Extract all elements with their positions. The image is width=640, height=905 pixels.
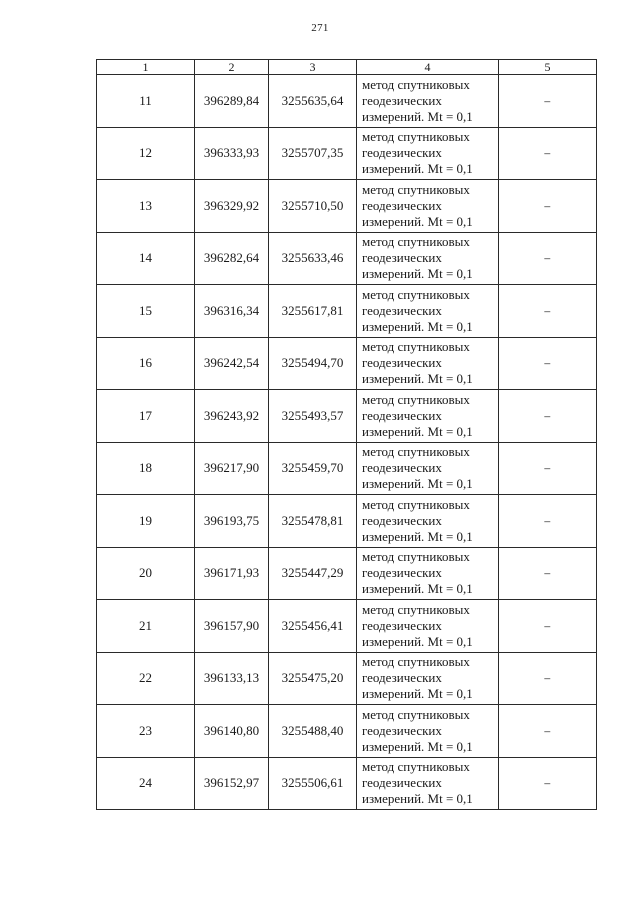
method-line: геодезических [362,250,442,266]
x-coordinate-cell: 396329,92 [195,180,269,233]
method-line: метод спутниковых [362,339,470,355]
method-line: метод спутниковых [362,76,470,92]
point-number-cell: 18 [97,442,195,495]
note-dash: – [544,407,551,423]
y-coordinate-cell: 3255447,29 [269,547,357,600]
method-line: метод спутниковых [362,601,470,617]
note-cell [499,495,597,548]
note-cell [499,285,597,338]
method-line: метод спутниковых [362,181,470,197]
table-row [97,127,597,180]
method-line: метод спутниковых [362,759,470,775]
note-dash: – [544,722,551,738]
method-line: измерений. Mt = 0,1 [362,213,473,229]
method-line: метод спутниковых [362,391,470,407]
method-line: метод спутниковых [362,444,470,460]
x-coordinate-cell: 396242,54 [195,337,269,390]
method-line: измерений. Mt = 0,1 [362,318,473,334]
method-line: геодезических [362,145,442,161]
method-line: геодезических [362,565,442,581]
method-line: метод спутниковых [362,234,470,250]
note-cell [499,705,597,758]
method-cell [357,390,499,443]
point-number-cell: 23 [97,705,195,758]
method-line: метод спутниковых [362,496,470,512]
point-number-cell: 16 [97,337,195,390]
x-coordinate-cell: 396316,34 [195,285,269,338]
x-coordinate-cell: 396133,13 [195,652,269,705]
x-coordinate-cell: 396157,90 [195,600,269,653]
method-cell [357,285,499,338]
method-cell [357,705,499,758]
point-number-cell: 14 [97,232,195,285]
note-cell [499,127,597,180]
y-coordinate-cell: 3255617,81 [269,285,357,338]
x-coordinate-cell: 396152,97 [195,757,269,810]
x-coordinate-cell: 396140,80 [195,705,269,758]
note-dash: – [544,565,551,581]
note-cell [499,337,597,390]
x-coordinate-cell: 396282,64 [195,232,269,285]
point-number-cell: 12 [97,127,195,180]
method-line: измерений. Mt = 0,1 [362,738,473,754]
point-number-cell: 22 [97,652,195,705]
y-coordinate-cell: 3255707,35 [269,127,357,180]
method-line: геодезических [362,355,442,371]
note-dash: – [544,775,551,791]
x-coordinate-cell: 396243,92 [195,390,269,443]
table-row [97,75,597,128]
point-number-cell: 15 [97,285,195,338]
table-row [97,757,597,810]
table-row [97,652,597,705]
method-line: метод спутниковых [362,549,470,565]
x-coordinate-cell: 396193,75 [195,495,269,548]
note-cell [499,757,597,810]
method-cell [357,547,499,600]
method-line: метод спутниковых [362,706,470,722]
method-line: измерений. Mt = 0,1 [362,528,473,544]
method-line: измерений. Mt = 0,1 [362,161,473,177]
point-number-cell: 20 [97,547,195,600]
note-dash: – [544,460,551,476]
table-header-row [97,60,597,75]
y-coordinate-cell: 3255633,46 [269,232,357,285]
method-line: геодезических [362,302,442,318]
method-line: геодезических [362,670,442,686]
y-coordinate-cell: 3255710,50 [269,180,357,233]
note-dash: – [544,512,551,528]
note-dash: – [544,302,551,318]
note-dash: – [544,197,551,213]
note-dash: – [544,617,551,633]
y-coordinate-cell: 3255506,61 [269,757,357,810]
table-row [97,390,597,443]
x-coordinate-cell: 396217,90 [195,442,269,495]
table-row [97,285,597,338]
method-line: геодезических [362,617,442,633]
point-number-cell: 11 [97,75,195,128]
y-coordinate-cell: 3255475,20 [269,652,357,705]
y-coordinate-cell: 3255494,70 [269,337,357,390]
method-line: измерений. Mt = 0,1 [362,371,473,387]
method-line: геодезических [362,460,442,476]
method-line: измерений. Mt = 0,1 [362,791,473,807]
page-number: 271 [311,22,329,34]
x-coordinate-cell: 396333,93 [195,127,269,180]
method-line: измерений. Mt = 0,1 [362,581,473,597]
table-row [97,495,597,548]
note-cell [499,442,597,495]
note-cell [499,75,597,128]
note-cell [499,180,597,233]
method-line: метод спутниковых [362,129,470,145]
point-number-cell: 17 [97,390,195,443]
table-row [97,337,597,390]
method-cell [357,127,499,180]
note-cell [499,652,597,705]
method-line: измерений. Mt = 0,1 [362,686,473,702]
table-row [97,180,597,233]
method-cell [357,600,499,653]
method-cell [357,652,499,705]
method-line: измерений. Mt = 0,1 [362,108,473,124]
method-cell [357,180,499,233]
table-body [97,75,597,810]
y-coordinate-cell: 3255635,64 [269,75,357,128]
note-dash: – [544,250,551,266]
method-cell [357,442,499,495]
method-line: измерений. Mt = 0,1 [362,476,473,492]
note-dash: – [544,355,551,371]
coordinates-table [96,59,597,810]
column-header-note: 5 [499,60,597,75]
method-cell [357,757,499,810]
method-line: геодезических [362,512,442,528]
x-coordinate-cell: 396171,93 [195,547,269,600]
method-cell [357,75,499,128]
method-cell [357,495,499,548]
note-cell [499,600,597,653]
method-line: метод спутниковых [362,654,470,670]
note-dash: – [544,92,551,108]
method-cell [357,337,499,390]
point-number-cell: 19 [97,495,195,548]
table-row [97,232,597,285]
method-line: измерений. Mt = 0,1 [362,266,473,282]
y-coordinate-cell: 3255488,40 [269,705,357,758]
y-coordinate-cell: 3255456,41 [269,600,357,653]
note-dash: – [544,145,551,161]
note-dash: – [544,670,551,686]
point-number-cell: 24 [97,757,195,810]
method-line: геодезических [362,92,442,108]
method-line: измерений. Mt = 0,1 [362,633,473,649]
column-header-method: 4 [357,60,499,75]
y-coordinate-cell: 3255459,70 [269,442,357,495]
note-cell [499,547,597,600]
x-coordinate-cell: 396289,84 [195,75,269,128]
note-cell [499,232,597,285]
point-number-cell: 21 [97,600,195,653]
method-cell [357,232,499,285]
method-line: геодезических [362,722,442,738]
table-row [97,547,597,600]
method-line: измерений. Mt = 0,1 [362,423,473,439]
y-coordinate-cell: 3255478,81 [269,495,357,548]
table-row [97,442,597,495]
table-row [97,705,597,758]
column-header-y: 3 [269,60,357,75]
method-line: геодезических [362,407,442,423]
column-header-number: 1 [97,60,195,75]
table-row [97,600,597,653]
point-number-cell: 13 [97,180,195,233]
method-line: метод спутниковых [362,286,470,302]
method-line: геодезических [362,775,442,791]
note-cell [499,390,597,443]
method-line: геодезических [362,197,442,213]
y-coordinate-cell: 3255493,57 [269,390,357,443]
column-header-x: 2 [195,60,269,75]
